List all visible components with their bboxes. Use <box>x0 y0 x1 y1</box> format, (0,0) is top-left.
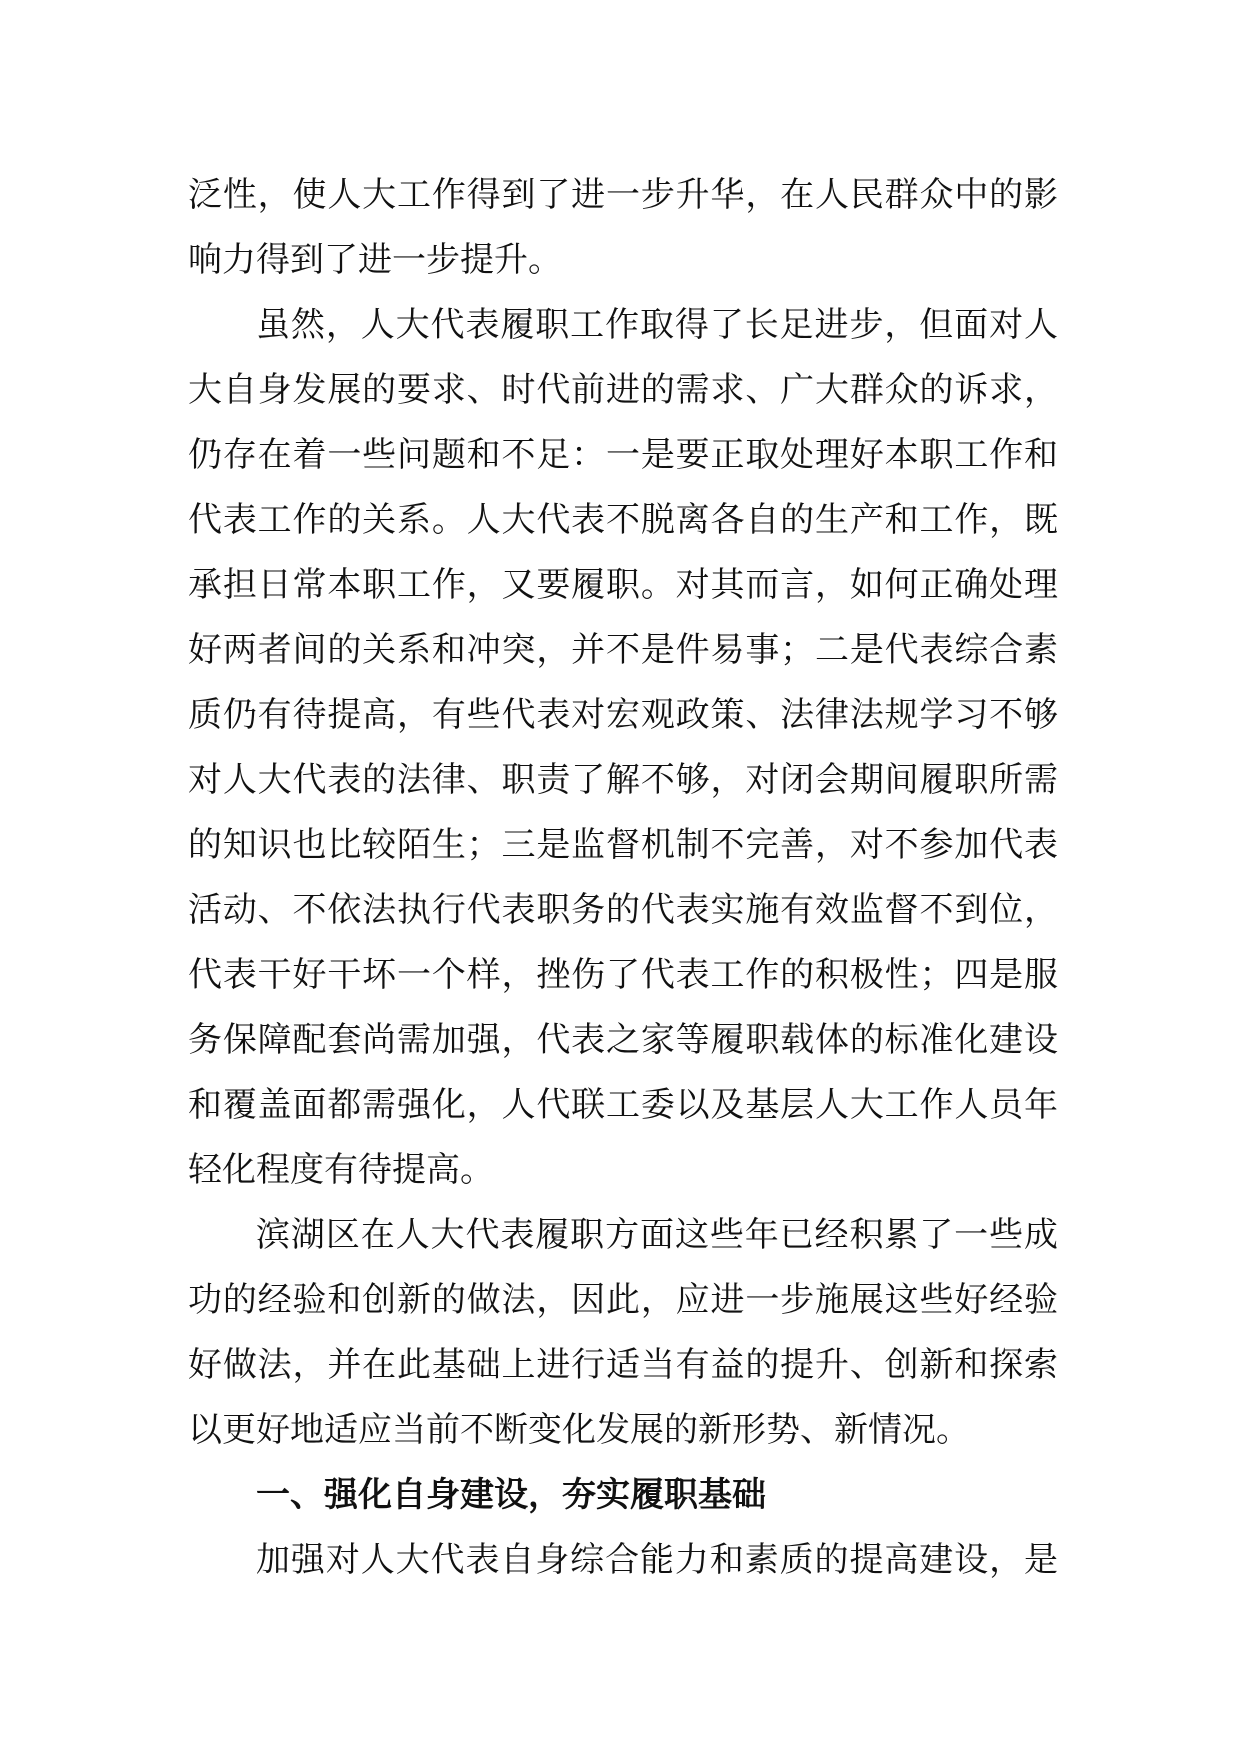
text-line: 好做法，并在此基础上进行适当有益的提升、创新和探索 <box>188 1345 1058 1385</box>
paragraph-start-line: 加强对人大代表自身综合能力和素质的提高建设，是 <box>256 1540 1058 1580</box>
text-line: 务保障配套尚需加强，代表之家等履职载体的标准化建设 <box>188 1020 1058 1060</box>
text-line: 承担日常本职工作，又要履职。对其而言，如何正确处理 <box>188 565 1058 605</box>
paragraph-start-line: 滨湖区在人大代表履职方面这些年已经积累了一些成 <box>256 1215 1058 1255</box>
paragraph-end-line: 轻化程度有待提高。 <box>188 1150 494 1190</box>
text-line: 大自身发展的要求、时代前进的需求、广大群众的诉求， <box>188 370 1058 410</box>
text-line: 代表干好干坏一个样，挫伤了代表工作的积极性；四是服 <box>188 955 1058 995</box>
text-line: 的知识也比较陌生；三是监督机制不完善，对不参加代表 <box>188 825 1058 865</box>
text-line: 和覆盖面都需强化，人代联工委以及基层人大工作人员年 <box>188 1085 1058 1125</box>
text-line: 好两者间的关系和冲突，并不是件易事；二是代表综合素 <box>188 630 1058 670</box>
paragraph-end-line: 以更好地适应当前不断变化发展的新形势、新情况。 <box>188 1410 970 1450</box>
paragraph-start-line: 虽然，人大代表履职工作取得了长足进步，但面对人 <box>256 305 1058 345</box>
paragraph-end-line: 响力得到了进一步提升。 <box>188 240 562 280</box>
text-line: 对人大代表的法律、职责了解不够，对闭会期间履职所需 <box>188 760 1058 800</box>
text-line: 质仍有待提高，有些代表对宏观政策、法律法规学习不够 <box>188 695 1058 735</box>
text-line: 活动、不依法执行代表职务的代表实施有效监督不到位， <box>188 890 1058 930</box>
body-text <box>188 163 1058 1593</box>
section-heading: 一、强化自身建设，夯实履职基础 <box>256 1475 766 1515</box>
text-line: 泛性，使人大工作得到了进一步升华，在人民群众中的影 <box>188 175 1058 215</box>
text-line: 仍存在着一些问题和不足：一是要正取处理好本职工作和 <box>188 435 1058 475</box>
text-line: 代表工作的关系。人大代表不脱离各自的生产和工作，既 <box>188 500 1058 540</box>
text-line: 功的经验和创新的做法，因此，应进一步施展这些好经验 <box>188 1280 1058 1320</box>
